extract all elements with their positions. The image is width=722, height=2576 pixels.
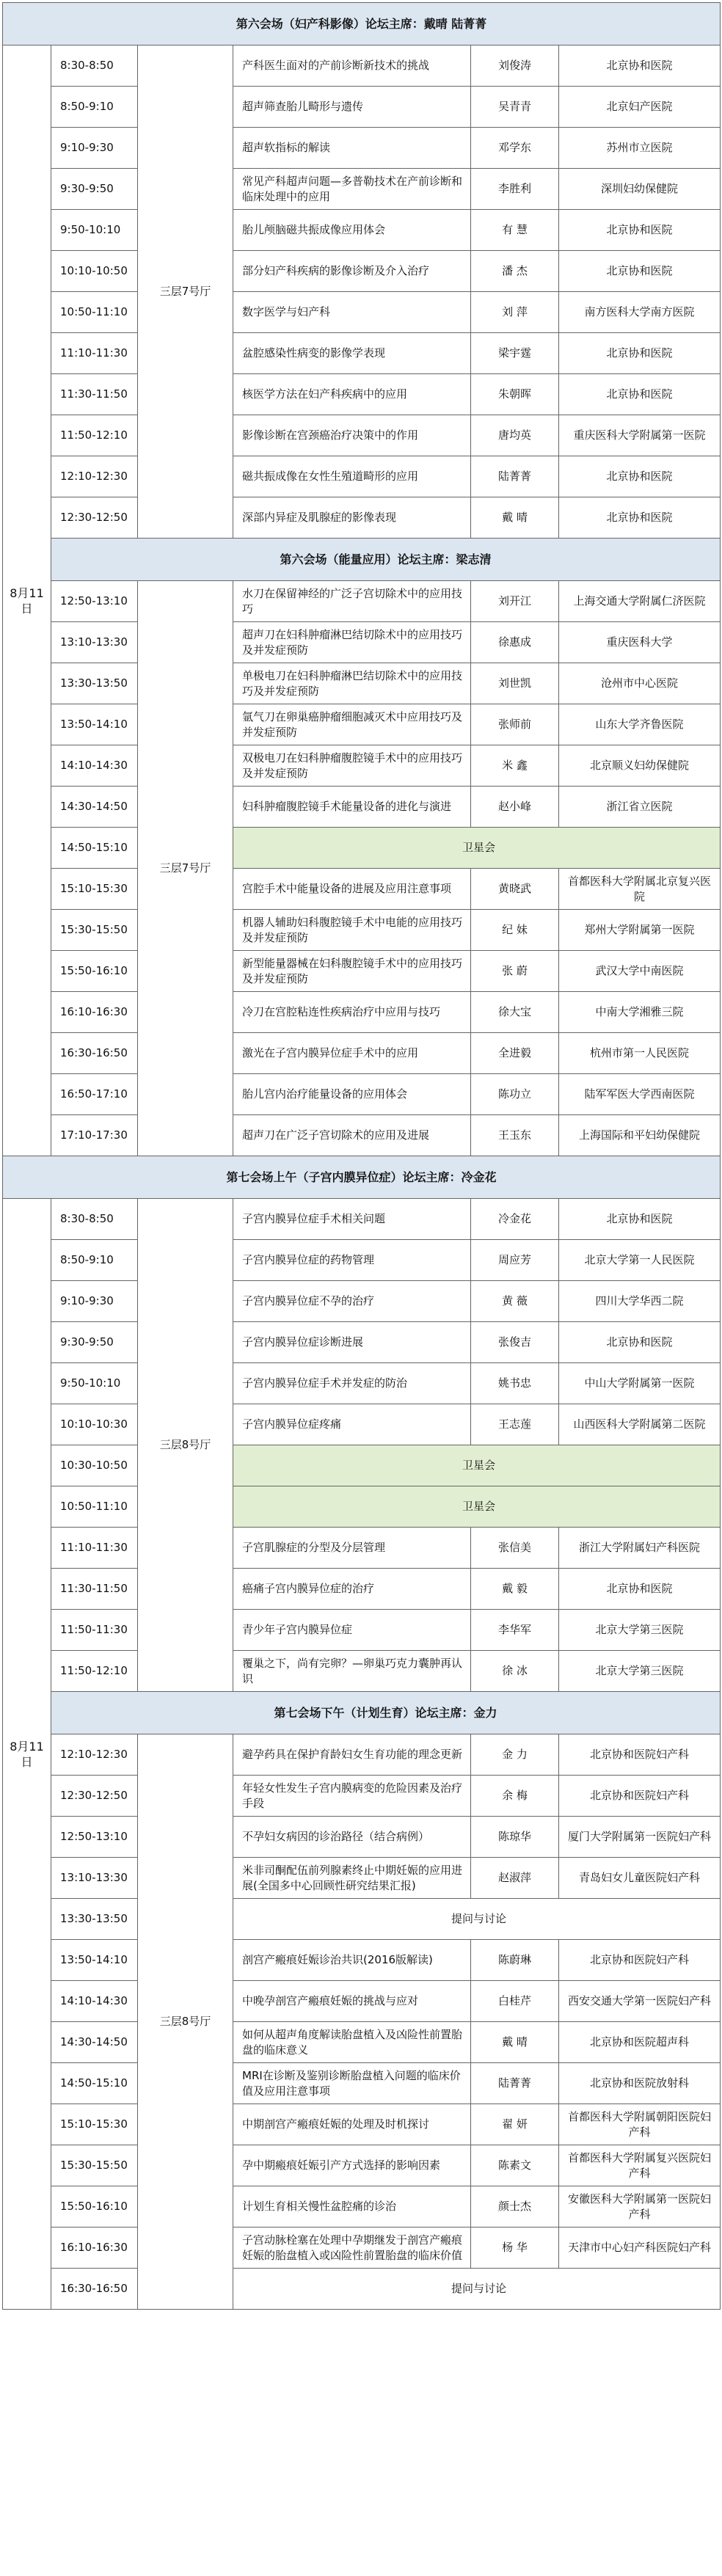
- topic-cell: 年轻女性发生子宫内膜病变的危险因素及治疗手段: [233, 1776, 471, 1817]
- time-cell: 16:30-16:50: [51, 1033, 138, 1074]
- org-cell: 浙江省立医院: [559, 787, 721, 828]
- topic-cell: 宫腔手术中能量设备的进展及应用注意事项: [233, 869, 471, 910]
- speaker-cell: 梁宇霆: [471, 333, 559, 374]
- session-title: 第七会场上午（子宫内膜异位症）论坛主席：冷金花: [3, 1156, 721, 1199]
- table-row: [3, 745, 721, 787]
- table-row: [3, 1776, 721, 1817]
- topic-cell: 不孕妇女病因的诊治路径（结合病例）: [233, 1817, 471, 1858]
- speaker-cell: 纪 妹: [471, 910, 559, 951]
- speaker-cell: 徐惠成: [471, 622, 559, 663]
- topic-cell: 卫星会: [233, 828, 721, 869]
- table-row: [3, 1074, 721, 1115]
- speaker-cell: 朱朝晖: [471, 374, 559, 415]
- table-row: [3, 1981, 721, 2022]
- topic-cell: 氩气刀在卵巢癌肿瘤细胞减灭术中应用技巧及并发症预防: [233, 704, 471, 745]
- org-cell: 山西医科大学附属第二医院: [559, 1404, 721, 1445]
- topic-cell: 癌痛子宫内膜异位症的治疗: [233, 1569, 471, 1610]
- room-cell: 三层7号厅: [138, 581, 233, 1156]
- time-cell: 11:50-11:30: [51, 1610, 138, 1651]
- speaker-cell: 周应芳: [471, 1240, 559, 1281]
- speaker-cell: 陈蔚琳: [471, 1940, 559, 1981]
- org-cell: 郑州大学附属第一医院: [559, 910, 721, 951]
- speaker-cell: 戴 晴: [471, 2022, 559, 2063]
- speaker-cell: 张师前: [471, 704, 559, 745]
- org-cell: 首都医科大学附属朝阳医院妇产科: [559, 2104, 721, 2145]
- topic-cell: 计划生育相关慢性盆腔痛的诊治: [233, 2186, 471, 2227]
- speaker-cell: 邓学东: [471, 128, 559, 169]
- table-row: [3, 828, 721, 869]
- table-row: [3, 1858, 721, 1899]
- time-cell: 14:10-14:30: [51, 745, 138, 787]
- session-header: [3, 1156, 721, 1199]
- time-cell: 9:30-9:50: [51, 1322, 138, 1363]
- org-cell: 重庆医科大学附属第一医院: [559, 415, 721, 456]
- speaker-cell: 陈素文: [471, 2145, 559, 2186]
- org-cell: 北京大学第三医院: [559, 1651, 721, 1692]
- speaker-cell: 冷金花: [471, 1199, 559, 1240]
- speaker-cell: 唐均英: [471, 415, 559, 456]
- speaker-cell: 刘开江: [471, 581, 559, 622]
- org-cell: 北京协和医院: [559, 45, 721, 87]
- topic-cell: 子宫内膜异位症诊断进展: [233, 1322, 471, 1363]
- org-cell: 杭州市第一人民医院: [559, 1033, 721, 1074]
- time-cell: 12:10-12:30: [51, 1734, 138, 1776]
- time-cell: 8:50-9:10: [51, 87, 138, 128]
- table-row: [3, 251, 721, 292]
- org-cell: 青岛妇女儿童医院妇产科: [559, 1858, 721, 1899]
- time-cell: 15:30-15:50: [51, 2145, 138, 2186]
- topic-cell: 胎儿宫内治疗能量设备的应用体会: [233, 1074, 471, 1115]
- speaker-cell: 张信美: [471, 1528, 559, 1569]
- time-cell: 13:10-13:30: [51, 1858, 138, 1899]
- topic-cell: 覆巢之下，尚有完卵？—卵巢巧克力囊肿再认识: [233, 1651, 471, 1692]
- org-cell: 厦门大学附属第一医院妇产科: [559, 1817, 721, 1858]
- time-cell: 12:50-13:10: [51, 581, 138, 622]
- table-row: [3, 1115, 721, 1156]
- org-cell: 陆军军医大学西南医院: [559, 1074, 721, 1115]
- org-cell: 山东大学齐鲁医院: [559, 704, 721, 745]
- topic-cell: MRI在诊断及鉴别诊断胎盘植入问题的临床价值及应用注意事项: [233, 2063, 471, 2104]
- org-cell: 北京协和医院: [559, 374, 721, 415]
- topic-cell: 孕中期瘢痕妊娠引产方式选择的影响因素: [233, 2145, 471, 2186]
- session-header: [3, 539, 721, 581]
- speaker-cell: 赵淑萍: [471, 1858, 559, 1899]
- time-cell: 8:50-9:10: [51, 1240, 138, 1281]
- time-cell: 12:10-12:30: [51, 456, 138, 497]
- topic-cell: 冷刀在宫腔粘连性疾病治疗中应用与技巧: [233, 992, 471, 1033]
- speaker-cell: 陆菁菁: [471, 2063, 559, 2104]
- table-row: [3, 2227, 721, 2269]
- topic-cell: 超声刀在妇科肿瘤淋巴结切除术中的应用技巧及并发症预防: [233, 622, 471, 663]
- topic-cell: 如何从超声角度解读胎盘植入及凶险性前置胎盘的临床意义: [233, 2022, 471, 2063]
- topic-cell: 超声刀在广泛子宫切除术的应用及进展: [233, 1115, 471, 1156]
- topic-cell: 单极电刀在妇科肿瘤淋巴结切除术中的应用技巧及并发症预防: [233, 663, 471, 704]
- topic-cell: 胎儿颅脑磁共振成像应用体会: [233, 210, 471, 251]
- topic-cell: 新型能量器械在妇科腹腔镜手术中的应用技巧及并发症预防: [233, 951, 471, 992]
- speaker-cell: 黄晓武: [471, 869, 559, 910]
- topic-cell: 影像诊断在宫颈癌治疗决策中的作用: [233, 415, 471, 456]
- org-cell: 北京协和医院: [559, 1199, 721, 1240]
- time-cell: 15:10-15:30: [51, 2104, 138, 2145]
- time-cell: 13:30-13:50: [51, 663, 138, 704]
- speaker-cell: 刘俊涛: [471, 45, 559, 87]
- topic-cell: 子宫内膜异位症不孕的治疗: [233, 1281, 471, 1322]
- speaker-cell: 陈琼华: [471, 1817, 559, 1858]
- session-header: [3, 3, 721, 45]
- time-cell: 14:50-15:10: [51, 828, 138, 869]
- table-row: [3, 1651, 721, 1692]
- speaker-cell: 金 力: [471, 1734, 559, 1776]
- org-cell: 北京协和医院: [559, 1322, 721, 1363]
- time-cell: 14:30-14:50: [51, 2022, 138, 2063]
- time-cell: 10:50-11:10: [51, 292, 138, 333]
- org-cell: 中山大学附属第一医院: [559, 1363, 721, 1404]
- org-cell: 北京协和医院: [559, 1569, 721, 1610]
- org-cell: 北京顺义妇幼保健院: [559, 745, 721, 787]
- time-cell: 16:10-16:30: [51, 2227, 138, 2269]
- time-cell: 14:10-14:30: [51, 1981, 138, 2022]
- org-cell: 首都医科大学附属复兴医院妇产科: [559, 2145, 721, 2186]
- speaker-cell: 张俊吉: [471, 1322, 559, 1363]
- table-row: [3, 2186, 721, 2227]
- org-cell: 北京协和医院妇产科: [559, 1940, 721, 1981]
- org-cell: 上海交通大学附属仁济医院: [559, 581, 721, 622]
- time-cell: 10:10-10:30: [51, 1404, 138, 1445]
- table-row: [3, 1322, 721, 1363]
- topic-cell: 激光在子宫内膜异位症手术中的应用: [233, 1033, 471, 1074]
- table-row: [3, 2269, 721, 2310]
- topic-cell: 核医学方法在妇产科疾病中的应用: [233, 374, 471, 415]
- org-cell: 四川大学华西二院: [559, 1281, 721, 1322]
- table-row: [3, 415, 721, 456]
- session-title: 第六会场（能量应用）论坛主席：梁志清: [51, 539, 721, 581]
- topic-cell: 米非司酮配伍前列腺素终止中期妊娠的应用进展(全国多中心回顾性研究结果汇报): [233, 1858, 471, 1899]
- org-cell: 北京协和医院妇产科: [559, 1776, 721, 1817]
- time-cell: 15:50-16:10: [51, 2186, 138, 2227]
- table-row: [3, 456, 721, 497]
- table-row: [3, 87, 721, 128]
- speaker-cell: 陆菁菁: [471, 456, 559, 497]
- time-cell: 12:30-12:50: [51, 1776, 138, 1817]
- speaker-cell: 王玉东: [471, 1115, 559, 1156]
- topic-cell: 机器人辅助妇科腹腔镜手术中电能的应用技巧及并发症预防: [233, 910, 471, 951]
- speaker-cell: 姚书忠: [471, 1363, 559, 1404]
- topic-cell: 剖宫产瘢痕妊娠诊治共识(2016版解读): [233, 1940, 471, 1981]
- topic-cell: 子宫内膜异位症疼痛: [233, 1404, 471, 1445]
- topic-cell: 提问与讨论: [233, 1899, 721, 1940]
- table-row: [3, 1528, 721, 1569]
- speaker-cell: 陈功立: [471, 1074, 559, 1115]
- table-row: [3, 1569, 721, 1610]
- time-cell: 15:30-15:50: [51, 910, 138, 951]
- time-cell: 16:30-16:50: [51, 2269, 138, 2310]
- room-cell: 三层7号厅: [138, 45, 233, 539]
- topic-cell: 超声筛查胎儿畸形与遗传: [233, 87, 471, 128]
- time-cell: 9:10-9:30: [51, 1281, 138, 1322]
- time-cell: 14:30-14:50: [51, 787, 138, 828]
- speaker-cell: 戴 晴: [471, 497, 559, 539]
- table-row: [3, 622, 721, 663]
- time-cell: 15:50-16:10: [51, 951, 138, 992]
- time-cell: 17:10-17:30: [51, 1115, 138, 1156]
- time-cell: 11:30-11:50: [51, 1569, 138, 1610]
- topic-cell: 避孕药具在保护育龄妇女生育功能的理念更新: [233, 1734, 471, 1776]
- org-cell: 沧州市中心医院: [559, 663, 721, 704]
- topic-cell: 卫星会: [233, 1445, 721, 1486]
- org-cell: 北京协和医院: [559, 333, 721, 374]
- topic-cell: 卫星会: [233, 1486, 721, 1528]
- speaker-cell: 张 蔚: [471, 951, 559, 992]
- table-row: [3, 333, 721, 374]
- session-title: 第六会场（妇产科影像）论坛主席：戴晴 陆菁菁: [3, 3, 721, 45]
- table-row: [3, 704, 721, 745]
- org-cell: 武汉大学中南医院: [559, 951, 721, 992]
- table-row: [3, 497, 721, 539]
- speaker-cell: 徐大宝: [471, 992, 559, 1033]
- topic-cell: 提问与讨论: [233, 2269, 721, 2310]
- speaker-cell: 余 梅: [471, 1776, 559, 1817]
- org-cell: 北京协和医院: [559, 251, 721, 292]
- org-cell: 首都医科大学附属北京复兴医院: [559, 869, 721, 910]
- time-cell: 10:30-10:50: [51, 1445, 138, 1486]
- org-cell: 上海国际和平妇幼保健院: [559, 1115, 721, 1156]
- topic-cell: 常见产科超声问题—多普勒技术在产前诊断和临床处理中的应用: [233, 169, 471, 210]
- org-cell: 苏州市立医院: [559, 128, 721, 169]
- org-cell: 北京协和医院超声科: [559, 2022, 721, 2063]
- table-row: [3, 45, 721, 87]
- time-cell: 13:30-13:50: [51, 1899, 138, 1940]
- time-cell: 13:50-14:10: [51, 704, 138, 745]
- table-row: [3, 869, 721, 910]
- speaker-cell: 潘 杰: [471, 251, 559, 292]
- time-cell: 11:30-11:50: [51, 374, 138, 415]
- table-row: [3, 663, 721, 704]
- org-cell: 浙江大学附属妇产科医院: [559, 1528, 721, 1569]
- table-row: [3, 787, 721, 828]
- org-cell: 天津市中心妇产科医院妇产科: [559, 2227, 721, 2269]
- org-cell: 北京协和医院: [559, 497, 721, 539]
- speaker-cell: 白桂芹: [471, 1981, 559, 2022]
- session-header: [3, 1692, 721, 1734]
- table-row: [3, 581, 721, 622]
- speaker-cell: 徐 冰: [471, 1651, 559, 1692]
- org-cell: 北京协和医院妇产科: [559, 1734, 721, 1776]
- speaker-cell: 米 鑫: [471, 745, 559, 787]
- time-cell: 8:30-8:50: [51, 1199, 138, 1240]
- speaker-cell: 颜士杰: [471, 2186, 559, 2227]
- table-row: [3, 992, 721, 1033]
- speaker-cell: 戴 毅: [471, 1569, 559, 1610]
- table-row: [3, 374, 721, 415]
- topic-cell: 子宫内膜异位症的药物管理: [233, 1240, 471, 1281]
- org-cell: 北京协和医院放射科: [559, 2063, 721, 2104]
- time-cell: 15:10-15:30: [51, 869, 138, 910]
- time-cell: 12:30-12:50: [51, 497, 138, 539]
- time-cell: 16:50-17:10: [51, 1074, 138, 1115]
- room-cell: 三层8号厅: [138, 1199, 233, 1692]
- table-row: [3, 1281, 721, 1322]
- topic-cell: 深部内异症及肌腺症的影像表现: [233, 497, 471, 539]
- table-row: [3, 1817, 721, 1858]
- topic-cell: 双极电刀在妇科肿瘤腹腔镜手术中的应用技巧及并发症预防: [233, 745, 471, 787]
- speaker-cell: 刘 萍: [471, 292, 559, 333]
- org-cell: 北京协和医院: [559, 456, 721, 497]
- time-cell: 10:10-10:50: [51, 251, 138, 292]
- time-cell: 11:10-11:30: [51, 1528, 138, 1569]
- topic-cell: 子宫内膜异位症手术并发症的防治: [233, 1363, 471, 1404]
- topic-cell: 水刀在保留神经的广泛子宫切除术中的应用技巧: [233, 581, 471, 622]
- topic-cell: 子宫肌腺症的分型及分层管理: [233, 1528, 471, 1569]
- org-cell: 西安交通大学第一医院妇产科: [559, 1981, 721, 2022]
- speaker-cell: 杨 华: [471, 2227, 559, 2269]
- schedule-table: [2, 2, 721, 2310]
- topic-cell: 妇科肿瘤腹腔镜手术能量设备的进化与演进: [233, 787, 471, 828]
- org-cell: 南方医科大学南方医院: [559, 292, 721, 333]
- session-title: 第七会场下午（计划生育）论坛主席：金力: [51, 1692, 721, 1734]
- table-row: [3, 1734, 721, 1776]
- time-cell: 13:50-14:10: [51, 1940, 138, 1981]
- table-row: [3, 292, 721, 333]
- time-cell: 12:50-13:10: [51, 1817, 138, 1858]
- table-row: [3, 210, 721, 251]
- speaker-cell: 李胜利: [471, 169, 559, 210]
- table-row: [3, 1445, 721, 1486]
- org-cell: 北京大学第三医院: [559, 1610, 721, 1651]
- table-row: [3, 1033, 721, 1074]
- table-row: [3, 1199, 721, 1240]
- table-row: [3, 169, 721, 210]
- speaker-cell: 黄 薇: [471, 1281, 559, 1322]
- org-cell: 安徽医科大学附属第一医院妇产科: [559, 2186, 721, 2227]
- time-cell: 11:50-12:10: [51, 415, 138, 456]
- topic-cell: 中晚孕剖宫产瘢痕妊娠的挑战与应对: [233, 1981, 471, 2022]
- time-cell: 9:30-9:50: [51, 169, 138, 210]
- date-cell: 8月11日: [3, 45, 51, 1156]
- topic-cell: 产科医生面对的产前诊断新技术的挑战: [233, 45, 471, 87]
- speaker-cell: 赵小峰: [471, 787, 559, 828]
- topic-cell: 磁共振成像在女性生殖道畸形的应用: [233, 456, 471, 497]
- table-row: [3, 1363, 721, 1404]
- org-cell: 北京妇产医院: [559, 87, 721, 128]
- speaker-cell: 王志莲: [471, 1404, 559, 1445]
- time-cell: 11:10-11:30: [51, 333, 138, 374]
- table-row: [3, 2063, 721, 2104]
- topic-cell: 部分妇产科疾病的影像诊断及介入治疗: [233, 251, 471, 292]
- room-cell: 三层8号厅: [138, 1734, 233, 2310]
- table-row: [3, 2022, 721, 2063]
- topic-cell: 盆腔感染性病变的影像学表现: [233, 333, 471, 374]
- org-cell: 北京大学第一人民医院: [559, 1240, 721, 1281]
- topic-cell: 中期剖宫产瘢痕妊娠的处理及时机探讨: [233, 2104, 471, 2145]
- speaker-cell: 全进毅: [471, 1033, 559, 1074]
- org-cell: 北京协和医院: [559, 210, 721, 251]
- date-cell: 8月11日: [3, 1199, 51, 2310]
- table-row: [3, 128, 721, 169]
- time-cell: 14:50-15:10: [51, 2063, 138, 2104]
- table-row: [3, 1240, 721, 1281]
- table-row: [3, 2145, 721, 2186]
- time-cell: 11:50-12:10: [51, 1651, 138, 1692]
- topic-cell: 数字医学与妇产科: [233, 292, 471, 333]
- time-cell: 9:10-9:30: [51, 128, 138, 169]
- table-row: [3, 1610, 721, 1651]
- topic-cell: 子宫动脉栓塞在处理中孕期继发于剖宫产瘢痕妊娠的胎盘植入或凶险性前置胎盘的临床价值: [233, 2227, 471, 2269]
- topic-cell: 超声软指标的解读: [233, 128, 471, 169]
- time-cell: 16:10-16:30: [51, 992, 138, 1033]
- speaker-cell: 李华军: [471, 1610, 559, 1651]
- topic-cell: 青少年子宫内膜异位症: [233, 1610, 471, 1651]
- speaker-cell: 翟 妍: [471, 2104, 559, 2145]
- org-cell: 中南大学湘雅三院: [559, 992, 721, 1033]
- org-cell: 重庆医科大学: [559, 622, 721, 663]
- org-cell: 深圳妇幼保健院: [559, 169, 721, 210]
- time-cell: 13:10-13:30: [51, 622, 138, 663]
- table-row: [3, 2104, 721, 2145]
- speaker-cell: 有 慧: [471, 210, 559, 251]
- table-row: [3, 1486, 721, 1528]
- time-cell: 9:50-10:10: [51, 1363, 138, 1404]
- table-row: [3, 1940, 721, 1981]
- table-row: [3, 951, 721, 992]
- time-cell: 8:30-8:50: [51, 45, 138, 87]
- time-cell: 10:50-11:10: [51, 1486, 138, 1528]
- speaker-cell: 吴青青: [471, 87, 559, 128]
- table-row: [3, 910, 721, 951]
- table-row: [3, 1404, 721, 1445]
- table-row: [3, 1899, 721, 1940]
- topic-cell: 子宫内膜异位症手术相关问题: [233, 1199, 471, 1240]
- time-cell: 9:50-10:10: [51, 210, 138, 251]
- speaker-cell: 刘世凯: [471, 663, 559, 704]
